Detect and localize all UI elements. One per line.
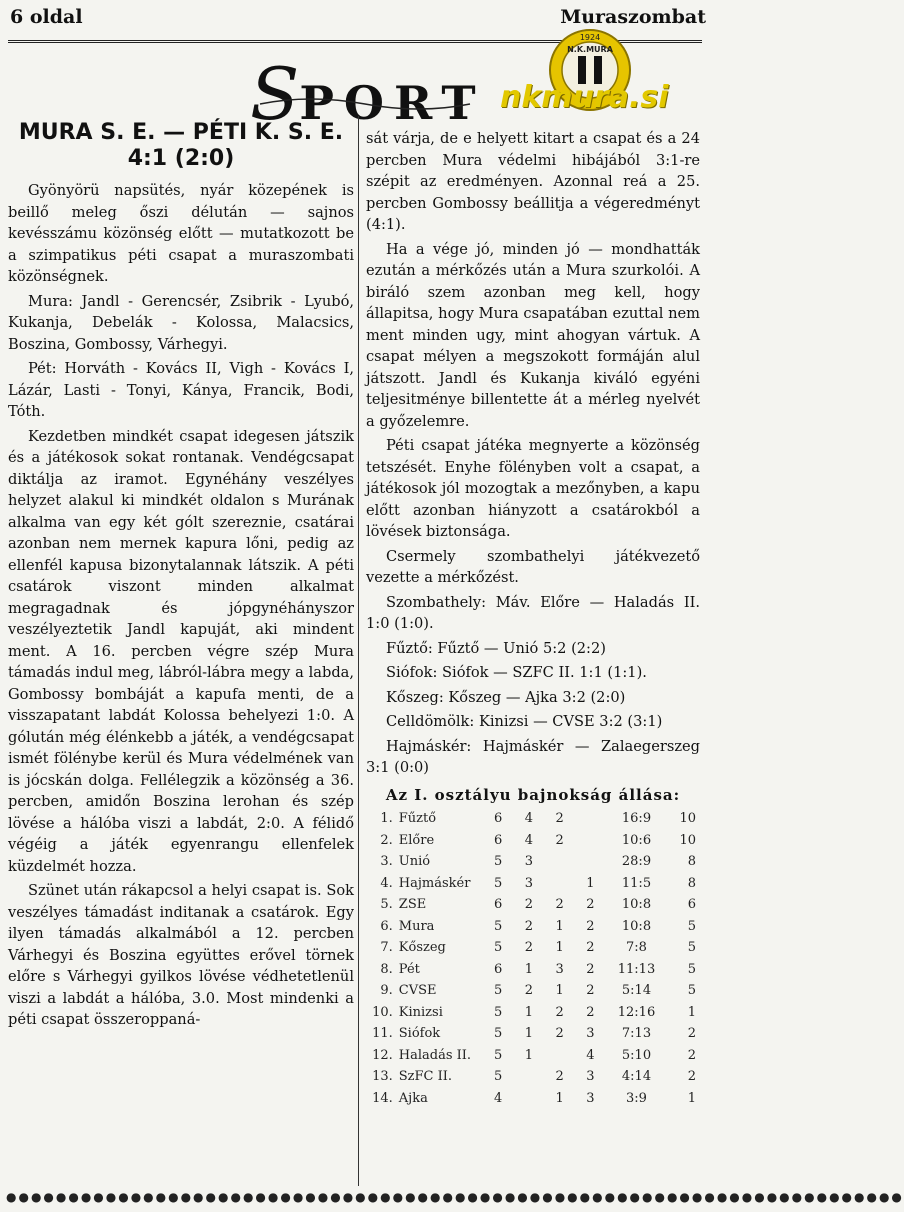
standings-cell-p: 5	[494, 983, 503, 998]
result-line: Szombathely: Máv. Előre — Haladás II. 1:0 (1:0).	[366, 593, 700, 632]
standings-cell-rank: 14.	[372, 1090, 393, 1106]
section-title-rest: PORT	[299, 76, 486, 130]
standings-cell-l: 2	[586, 983, 595, 998]
standings-cell-rank: 5.	[380, 897, 393, 912]
standings-cell-d: 1	[555, 983, 564, 998]
standings-cell-w: 1	[524, 1004, 534, 1020]
standings-cell-pts: 2	[687, 1047, 696, 1063]
standings-cell-goals: 5:14	[621, 983, 652, 998]
standings-cell-rank: 11.	[372, 1026, 393, 1041]
standings-row	[366, 1023, 696, 1045]
standings-row	[366, 1066, 696, 1088]
standings-cell-d: 3	[555, 961, 564, 977]
standings-cell-pts: 10	[679, 832, 696, 848]
standings-cell-d: 1	[555, 1090, 564, 1106]
standings-row	[366, 916, 696, 938]
standings-cell-l: 3	[586, 1090, 595, 1106]
right-column	[366, 128, 700, 1109]
standings-cell-pts: 1	[687, 1090, 696, 1106]
standings-cell-rank: 9.	[380, 983, 393, 998]
standings-cell-team: Hajmáskér	[398, 875, 471, 891]
results-list	[366, 592, 700, 779]
paragraph: Csermely szombathelyi játékvezető vezette a mérkőzést.	[366, 547, 700, 586]
standings-cell-pts: 2	[687, 1026, 696, 1041]
standings-cell-p: 6	[494, 811, 503, 826]
standings-cell-team: Kőszeg	[398, 940, 446, 955]
paragraph: Mura: Jandl - Gerencsér, Zsibrik - Lyubó, Kukanja, Debelák - Kolossa, Malacsics, Boszina, Gombossy, Várhegyi.	[8, 292, 354, 353]
standings-cell-w: 2	[524, 940, 534, 955]
standings-cell-rank: 8.	[380, 961, 393, 977]
left-column	[8, 120, 354, 1034]
standings-cell-p: 5	[494, 1004, 503, 1020]
standings-cell-d: 2	[555, 832, 564, 848]
standings-cell-d: 1	[555, 918, 564, 934]
paragraph: Ha a vége jó, minden jó — mondhatták ezután a mérkőzés után a Mura szurkolói. A biráló szem azonban meg kell, hogy állapitsa, hogy Mura csapatában ezuttal nem ment minden ugy, mint ahogyan vártuk. A csapat mélyen a megszokott formáján alul játszott. Jandl és Kukanja kiváló egyéni teljesitménye billentette át a mérleg nyelvét a győzelemre.	[366, 240, 700, 430]
standings-cell-pts: 5	[687, 961, 696, 977]
standings-cell-p: 6	[494, 961, 503, 977]
standings-cell-goals: 7:8	[626, 940, 647, 955]
standings-table	[366, 808, 696, 1109]
standings-cell-team: Mura	[398, 918, 435, 934]
result-line: Siófok: Siófok — SZFC II. 1:1 (1:1).	[386, 664, 647, 681]
standings-cell-pts: 10	[679, 811, 696, 826]
standings-cell-w: 2	[524, 918, 534, 934]
standings-cell-goals: 12:16	[617, 1004, 656, 1020]
paragraph: Kezdetben mindkét csapat idegesen játszik és a játékosok sokat rontanak. Vendégcsapat diktálja az iramot. Egynéhány veszélyes helyzet alakul ki mindkét oldalon s Murának alkalma van egy két gólt szereznie, csatárai azonban nem mernek kapura lőni, pedig az ellenfél kapusa bizonytalannak látszik. A péti csatárok viszont minden alkalmat megragadnak és jópgynéhányszor veszélyeztetik Jandl kapuját, aki mindent ment. A 16. percben végre szép Mura támadás indul meg, lábról-lábra megy a labda, Gombossy bombáját a kapufa menti, de a visszapatant labdát Kolossa behelyezi 1:0. A gólután még élénkebb a játék, a vendégcsapat ismét fölénybe kerül és Mura védelmének van is jócskán dolga. Fellélegzik a közönség a 36. percben, amidőn Boszina lerohan és szép lövése a hálóba viszi a labdát, 2:0. A félidő végéig a játék egyenrangu ellenfelek küzdelmét hozza.	[8, 427, 354, 875]
standings-cell-w: 1	[524, 961, 534, 977]
standings-row	[366, 1002, 696, 1024]
standings-cell-w: 4	[524, 811, 534, 826]
column-divider	[358, 116, 359, 1186]
standings-cell-goals: 4:14	[621, 1069, 652, 1084]
result-line: Kőszeg: Kőszeg — Ajka 3:2 (2:0)	[386, 688, 626, 706]
standings-cell-team: Unió	[398, 854, 431, 869]
standings-cell-l	[575, 830, 606, 852]
standings-row	[366, 980, 696, 1002]
standings-cell-p: 5	[494, 1026, 503, 1041]
standings-cell-p: 6	[494, 832, 503, 848]
standings-cell-l: 4	[586, 1047, 595, 1063]
article-headline	[8, 120, 354, 172]
standings-cell-l: 2	[586, 940, 595, 955]
page-number: 6 oldal	[10, 6, 83, 28]
standings-cell-d: 2	[555, 1069, 564, 1084]
standings-cell-w	[514, 1088, 545, 1110]
result-line: Fűztő: Fűztő — Unió 5:2 (2:2)	[386, 639, 606, 657]
standings-cell-pts: 5	[687, 940, 696, 955]
standings-cell-goals: 11:13	[617, 961, 656, 977]
standings-cell-w: 3	[524, 854, 534, 869]
standings-cell-pts: 8	[687, 875, 696, 891]
standings-cell-rank: 4.	[380, 875, 393, 891]
standings-cell-w: 1	[524, 1047, 534, 1063]
standings-cell-l: 2	[586, 897, 595, 912]
standings-cell-p: 6	[494, 897, 503, 912]
standings-cell-l: 3	[586, 1026, 595, 1041]
standings-cell-team: Előre	[398, 832, 435, 848]
standings-cell-team: CVSE	[398, 983, 437, 998]
result-line: Celldömölk: Kinizsi — CVSE 3:2 (3:1)	[386, 713, 663, 730]
standings-row	[366, 1045, 696, 1067]
standings-cell-d: 2	[555, 1026, 564, 1041]
standings-cell-goals: 11:5	[621, 875, 652, 891]
publication-name: Muraszombat	[560, 6, 706, 28]
standings-cell-pts: 1	[687, 1004, 696, 1020]
standings-cell-d	[544, 873, 575, 895]
standings-cell-p: 5	[494, 940, 503, 955]
standings-cell-goals: 10:8	[621, 918, 652, 934]
standings-cell-p: 4	[494, 1090, 503, 1106]
standings-cell-d: 2	[555, 1004, 564, 1020]
watermark-site: nkmura.si	[500, 80, 669, 115]
standings-cell-rank: 1.	[380, 811, 393, 826]
standings-cell-rank: 13.	[372, 1069, 393, 1084]
headline-score: 4:1 (2:0)	[127, 146, 235, 171]
standings-title: Az I. osztályu bajnokság állása:	[385, 785, 681, 804]
standings-row	[366, 808, 696, 830]
standings-row	[366, 851, 696, 873]
standings-cell-l: 2	[586, 961, 595, 977]
standings-cell-w: 3	[524, 875, 534, 891]
title-flourish	[250, 96, 480, 112]
result-line: Hajmáskér: Hajmáskér — Zalaegerszeg 3:1 (0:0)	[366, 737, 700, 776]
standings-row	[366, 1088, 696, 1110]
standings-cell-p: 5	[494, 1069, 503, 1084]
standings-row	[366, 894, 696, 916]
bottom-dotted-rule: ●●●●●●●●●●●●●●●●●●●●●●●●●●●●●●●●●●●●●●●●●●●●●●●●●●●●●●●●●●●●●●●●●●●●●●●●	[6, 1190, 904, 1204]
standings-cell-goals: 10:6	[621, 832, 652, 848]
standings-cell-team: ZSE	[398, 897, 427, 912]
standings-cell-team: Pét	[398, 961, 420, 977]
standings-cell-w: 1	[524, 1026, 534, 1041]
standings-cell-l	[575, 808, 606, 830]
standings-row	[366, 937, 696, 959]
standings-cell-l	[575, 851, 606, 873]
standings-cell-d: 1	[555, 940, 564, 955]
standings-cell-d: 2	[555, 897, 564, 912]
standings-cell-team: Fűztő	[398, 811, 437, 826]
standings-cell-goals: 3:9	[626, 1090, 647, 1106]
standings-row	[366, 830, 696, 852]
paragraph: Pét: Horváth - Kovács II, Vigh - Kovács I, Lázár, Lasti - Tonyi, Kánya, Francik, Bodi, Tóth.	[8, 360, 354, 420]
standings-cell-rank: 2.	[380, 832, 393, 848]
logo-text: N.K.MURA	[567, 45, 613, 54]
standings-cell-p: 5	[494, 918, 503, 934]
standings-cell-pts: 6	[687, 897, 696, 912]
standings-cell-team: Ajka	[398, 1090, 428, 1106]
standings-cell-w: 2	[524, 983, 534, 998]
standings-row	[366, 959, 696, 981]
standings-cell-rank: 10.	[372, 1004, 393, 1020]
paragraph: sát várja, de e helyett kitart a csapat és a 24 percben Mura védelmi hibájából 3:1-re szépit az eredményen. Azonnal reá a 25. percben Gombossy beállitja a végeredményt (4:1).	[366, 130, 700, 233]
standings-cell-d	[544, 1045, 575, 1067]
standings-cell-goals: 16:9	[621, 811, 652, 826]
standings-cell-p: 5	[494, 854, 503, 869]
headline-teams: MURA S. E. — PÉTI K. S. E.	[18, 120, 344, 145]
standings-cell-goals: 5:10	[621, 1047, 652, 1063]
paragraph: Szünet után rákapcsol a helyi csapat is. Sok veszélyes támadást inditanak a csatárok. Egy ilyen támadás alkalmából a 12. percben Várhegyi és Boszina együttes erővel törnek előre s Várhegyi gyilkos lövése védhetetlenül viszi a labdát a hálóba, 3.0. Most mindenki a péti csapat összeroppaná-	[8, 882, 354, 1028]
standings-cell-pts: 5	[687, 918, 696, 934]
paragraph: Péti csapat játéka megnyerte a közönség tetszését. Enyhe fölényben volt a csapat, a játékosok jól mozogtak a mezőnyben, a kapu előtt azonban hiányzott a csatárokból a lövések biztonsága.	[366, 437, 700, 540]
standings-cell-p: 5	[494, 875, 503, 891]
standings-cell-w: 2	[524, 897, 534, 912]
standings-cell-pts: 8	[687, 854, 696, 869]
standings-cell-l: 2	[586, 1004, 595, 1020]
standings-cell-d: 2	[555, 811, 564, 826]
standings-cell-rank: 3.	[380, 854, 393, 869]
standings-cell-team: Siófok	[398, 1026, 441, 1041]
standings-cell-w: 4	[524, 832, 534, 848]
section-title-initial: S	[250, 52, 300, 136]
standings-cell-goals: 10:8	[621, 897, 652, 912]
standings-cell-l: 1	[586, 875, 595, 891]
standings-cell-pts: 5	[687, 983, 696, 998]
standings-cell-team: Kinizsi	[398, 1004, 443, 1020]
standings-cell-team: Haladás II.	[398, 1047, 472, 1063]
standings-cell-p: 5	[494, 1047, 503, 1063]
paragraph: Gyönyörü napsütés, nyár közepének is beillő meleg őszi délután — sajnos kevésszámu közönség előtt — mutatkozott be a szimpatikus péti csapat a muraszombati közönségnek.	[8, 182, 354, 285]
standings-cell-rank: 6.	[380, 918, 393, 934]
logo-year: 1924	[579, 33, 601, 42]
standings-cell-l: 3	[586, 1069, 595, 1084]
standings-cell-goals: 7:13	[621, 1026, 652, 1041]
standings-cell-d	[544, 851, 575, 873]
standings-row	[366, 873, 696, 895]
standings-cell-rank: 12.	[372, 1047, 393, 1063]
standings-cell-pts: 2	[687, 1069, 696, 1084]
standings-cell-rank: 7.	[380, 940, 393, 955]
standings-cell-l: 2	[586, 918, 595, 934]
standings-cell-goals: 28:9	[621, 854, 652, 869]
standings-cell-team: SzFC II.	[398, 1069, 453, 1084]
standings-cell-w	[514, 1066, 545, 1088]
